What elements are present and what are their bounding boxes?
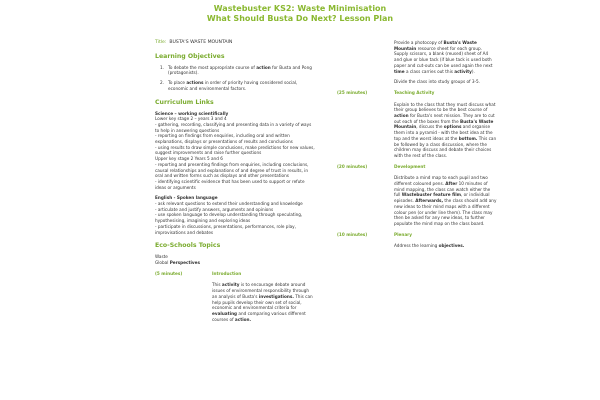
eco-topic: Waste bbox=[155, 254, 168, 260]
english-line: - ask relevant questions to extend their understanding and knowledge bbox=[155, 201, 303, 207]
ecoschools-heading: Eco-Schools Topics bbox=[155, 242, 221, 250]
development-time: (20 minutes) bbox=[337, 163, 368, 169]
english-line: - use spoken language to develop understanding through speculating, hypothesising, imagining and exploring ideas bbox=[155, 212, 303, 224]
science-line: Lower key stage 2 – years 3 and 4 bbox=[155, 116, 227, 122]
title-value: BUSTA'S WASTE MOUNTAIN bbox=[169, 40, 233, 45]
english-heading: English - Spoken language bbox=[155, 195, 218, 201]
preparation-text: Provide a photocopy of Busta's Waste Mountain resource sheet for each group. Supply scissors, a blank (reused) sheet of A4 and glue or blue tack (if blue tack is used both paper and cut-outs can be used again the next time a class carries out this activity). bbox=[394, 40, 493, 74]
science-line: - using results to draw simple conclusions, make predictions for new values, suggest improvements and raise further questions bbox=[155, 144, 315, 156]
objective-2: 2. To place actions in order of priority having considered social, economic and environmental factors. bbox=[160, 80, 298, 91]
science-line: - reporting and presenting findings from enquiries, including conclusions, causal relationships and explanations of and degree of trust in results, in oral and written forms such as displays and other presentations bbox=[155, 161, 309, 179]
teaching-section bbox=[337, 90, 497, 159]
eco-topic: Global Perspectives bbox=[155, 259, 200, 265]
teaching-label: Teaching Activity bbox=[394, 89, 435, 95]
divide-text: Divide the class into study groups of 3-5. bbox=[394, 79, 481, 85]
science-line: - identifying scientific evidence that has been used to support or refute ideas or arguments bbox=[155, 178, 305, 190]
curriculum-heading: Curriculum Links bbox=[155, 98, 214, 106]
objective-1: 1. To debate the most appropriate course of action for Busta and Pong (protagonists). bbox=[160, 64, 312, 76]
document-title: Wastebuster KS2: Waste Minimisation bbox=[213, 4, 387, 13]
science-line: - reporting on findings from enquiries, including oral and written explanations, displays or presentations of results and conclusions bbox=[155, 133, 293, 145]
title-label: Title: bbox=[155, 40, 167, 45]
science-line: - gathering, recording, classifying and presenting data in a variety of ways to help in answering questions bbox=[155, 121, 312, 133]
left-column bbox=[155, 40, 315, 322]
english-line: - articulate and justify answers, arguments and opinions bbox=[155, 206, 274, 212]
introduction-text: This activity is to encourage debate around issues of environmental responsibility through an analysis of Busta's investigations. This can help pupils develop their own set of social, economic and environmental criteria for evaluating and comparing various different courses of action. bbox=[212, 282, 313, 322]
plenary-time: (10 minutes) bbox=[337, 231, 368, 237]
science-line: Upper key stage 2 Years 5 and 6 bbox=[155, 156, 223, 162]
introduction-section bbox=[155, 271, 315, 323]
science-heading: Science – working scientifically bbox=[155, 110, 229, 116]
teaching-text: Explain to the class that they must discuss what their group believes to be the best course of action for Busta's next mission. They are to cut out each of the boxes from the Busta's Waste Mountain, discuss the options and organise them into a pyramid - with the best idea at the top and the worst ideas at the bottom. This can be followed by a class discussion, where the children may discuss and debate their choices with the rest of the class. bbox=[394, 101, 497, 158]
development-section bbox=[337, 164, 497, 227]
development-label: Development bbox=[394, 163, 426, 169]
introduction-label: Introduction bbox=[212, 270, 242, 276]
objectives-heading: Learning Objectives bbox=[155, 52, 225, 60]
teaching-time: (25 minutes) bbox=[337, 89, 368, 95]
plenary-section bbox=[337, 232, 497, 249]
development-text: Distribute a mind map to each pupil and two different coloured pens. After 10 minutes of mind mapping, the class can watch either the full Wastebuster feature film, or individual episodes. Afterwards, the class should add any new ideas to their mind maps with a different colour pen (or under line them). The class may then be asked for any new ideas, to further populate the mind map on the class board. bbox=[394, 175, 497, 226]
plenary-text: Address the learning objectives. bbox=[394, 243, 465, 249]
right-column bbox=[337, 40, 497, 249]
introduction-time: (5 minutes) bbox=[155, 270, 183, 276]
document-subtitle: What Should Busta Do Next? Lesson Plan bbox=[206, 14, 394, 23]
lesson-title bbox=[155, 40, 315, 46]
document-header bbox=[0, 4, 600, 24]
plenary-label: Plenary bbox=[394, 231, 412, 237]
english-line: - participate in discussions, presentations, performances, role play, improvisations and debates bbox=[155, 223, 296, 235]
